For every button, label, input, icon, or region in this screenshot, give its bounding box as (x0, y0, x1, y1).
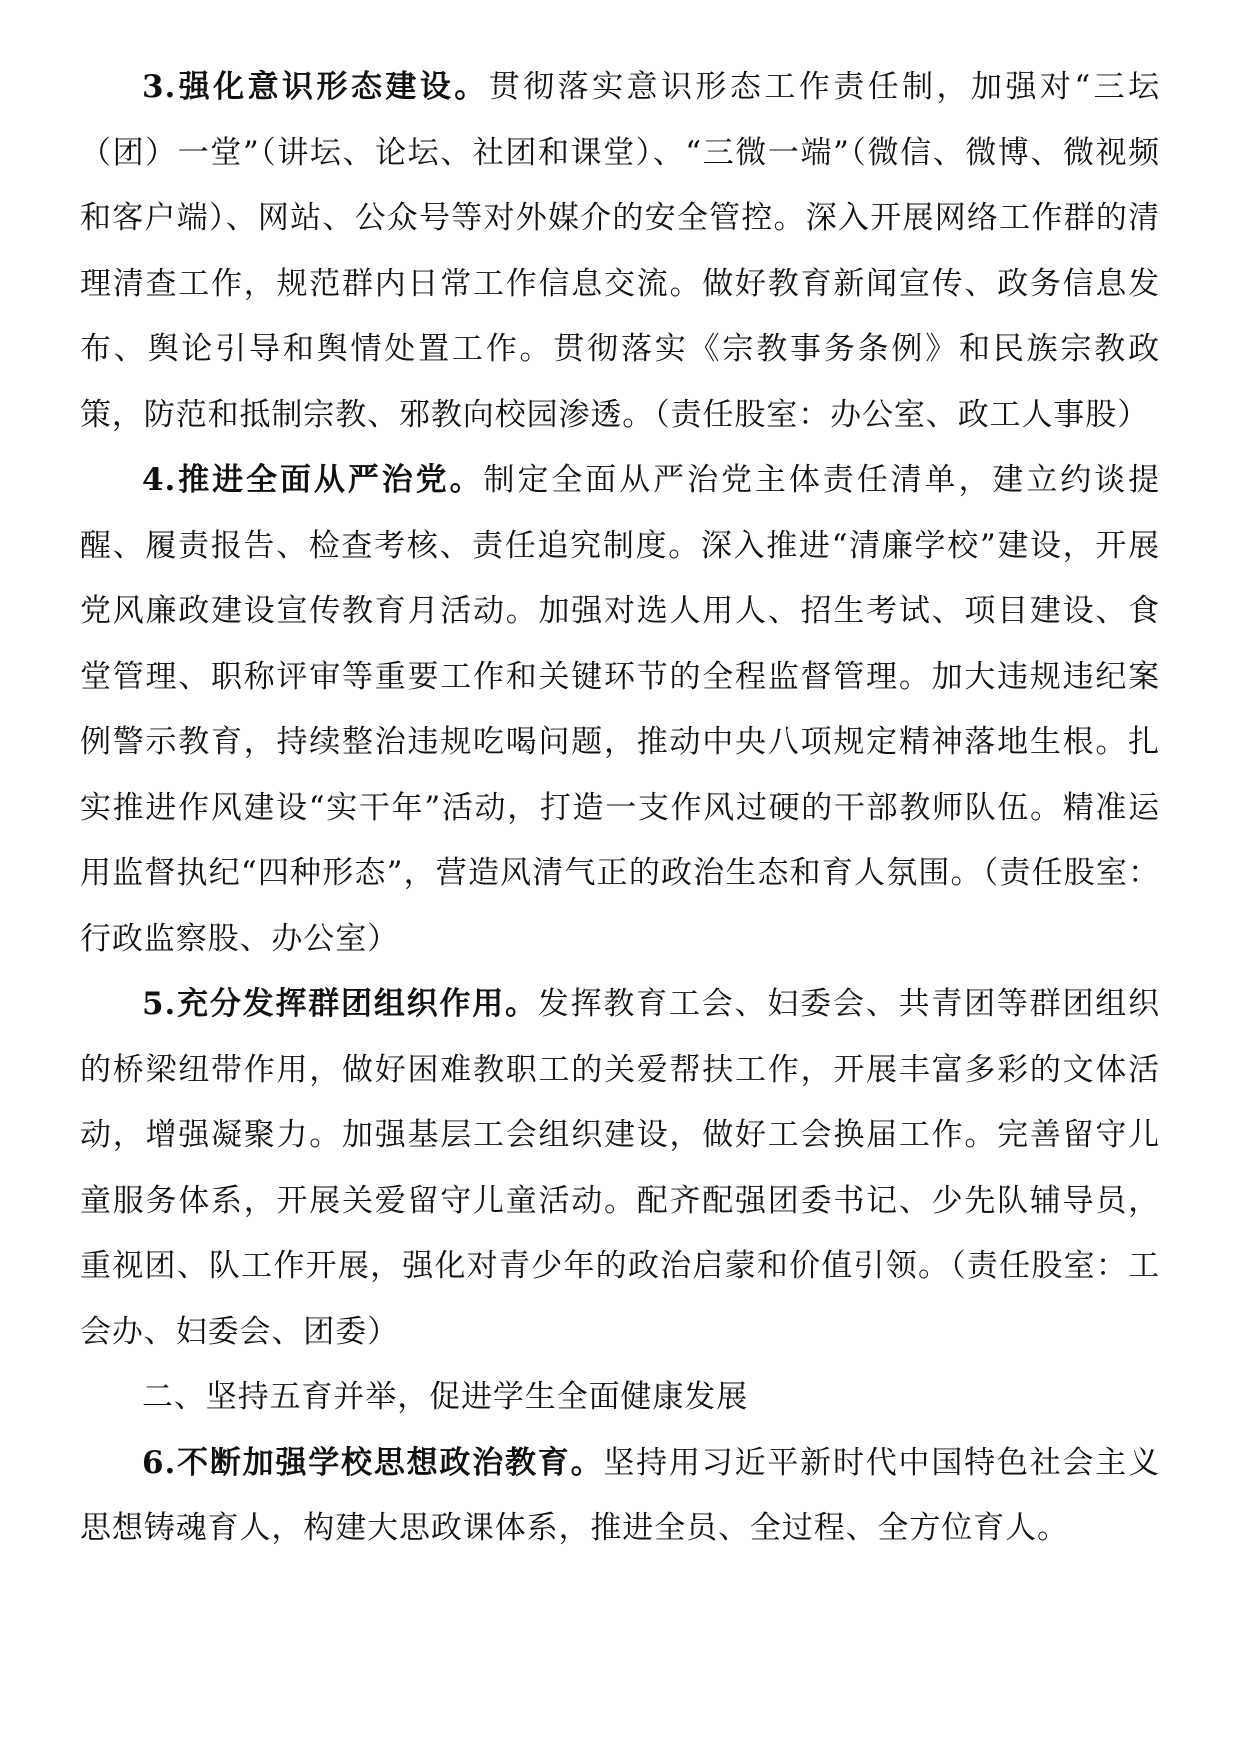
paragraph-number: 6. (142, 1444, 177, 1481)
paragraph-heading: 不断加强学校思想政治教育。 (176, 1444, 604, 1481)
paragraph-body: 发挥教育工会、妇委会、共青团等群团组织的桥梁纽带作用，做好困难教职工的关爱帮扶工作，开展丰富多彩的文体活动，增强凝聚力。加强基层工会组织建设，做好工会换届工作。完善留守儿童服务体系，开展关爱留守儿童活动。配齐配强团委书记、少先队辅导员，重视团、队工作开展，强化对青少年的政治启蒙和价值引领。（责任股室：工会办、妇委会、团委） (80, 986, 1160, 1350)
paragraph-number: 4. (142, 462, 177, 498)
paragraph-3 (80, 55, 1160, 448)
paragraph-body: 贯彻落实意识形态工作责任制，加强对“三坛（团）一堂”（讲坛、论坛、社团和课堂）、“三微一端”（微信、微博、微视频和客户端）、网站、公众号等对外媒介的安全管控。深入开展网络工作群的清理清查工作，规范群内日常工作信息交流。做好教育新闻宣传、政务信息发布、舆论引导和舆情处置工作。贯彻落实《宗教事务条例》和民族宗教政策，防范和抵制宗教、邪教向校园渗透。（责任股室：办公室、政工人事股） (80, 69, 1160, 433)
paragraph-heading: 充分发挥群团组织作用。 (176, 986, 538, 1022)
paragraph-number: 5. (142, 986, 177, 1022)
paragraph-body: 制定全面从严治党主体责任清单，建立约谈提醒、履责报告、检查考核、责任追究制度。深入推进“清廉学校”建设，开展党风廉政建设宣传教育月活动。加强对选人用人、招生考试、项目建设、食堂管理、职称评审等重要工作和关键环节的全程监督管理。加大违规违纪案例警示教育，持续整治违规吃喝问题，推动中央八项规定精神落地生根。扎实推进作风建设“实干年”活动，打造一支作风过硬的干部教师队伍。精准运用监督执纪“四种形态”，营造风清气正的政治生态和育人氛围。（责任股室：行政监察股、办公室） (80, 462, 1160, 957)
paragraph-4 (80, 448, 1160, 972)
paragraph-heading: 强化意识形态建设。 (176, 69, 489, 105)
paragraph-5 (80, 972, 1160, 1365)
paragraph-body: 坚持用习近平新时代中国特色社会主义思想铸魂育人，构建大思政课体系，推进全员、全过程、全方位育人。 (80, 1444, 1160, 1546)
paragraph-heading: 推进全面从严治党。 (176, 462, 484, 498)
paragraph-6 (80, 1431, 1160, 1562)
paragraph-number: 3. (142, 69, 177, 105)
section-heading: 二、坚持五育并举，促进学生全面健康发展 (142, 1379, 749, 1415)
